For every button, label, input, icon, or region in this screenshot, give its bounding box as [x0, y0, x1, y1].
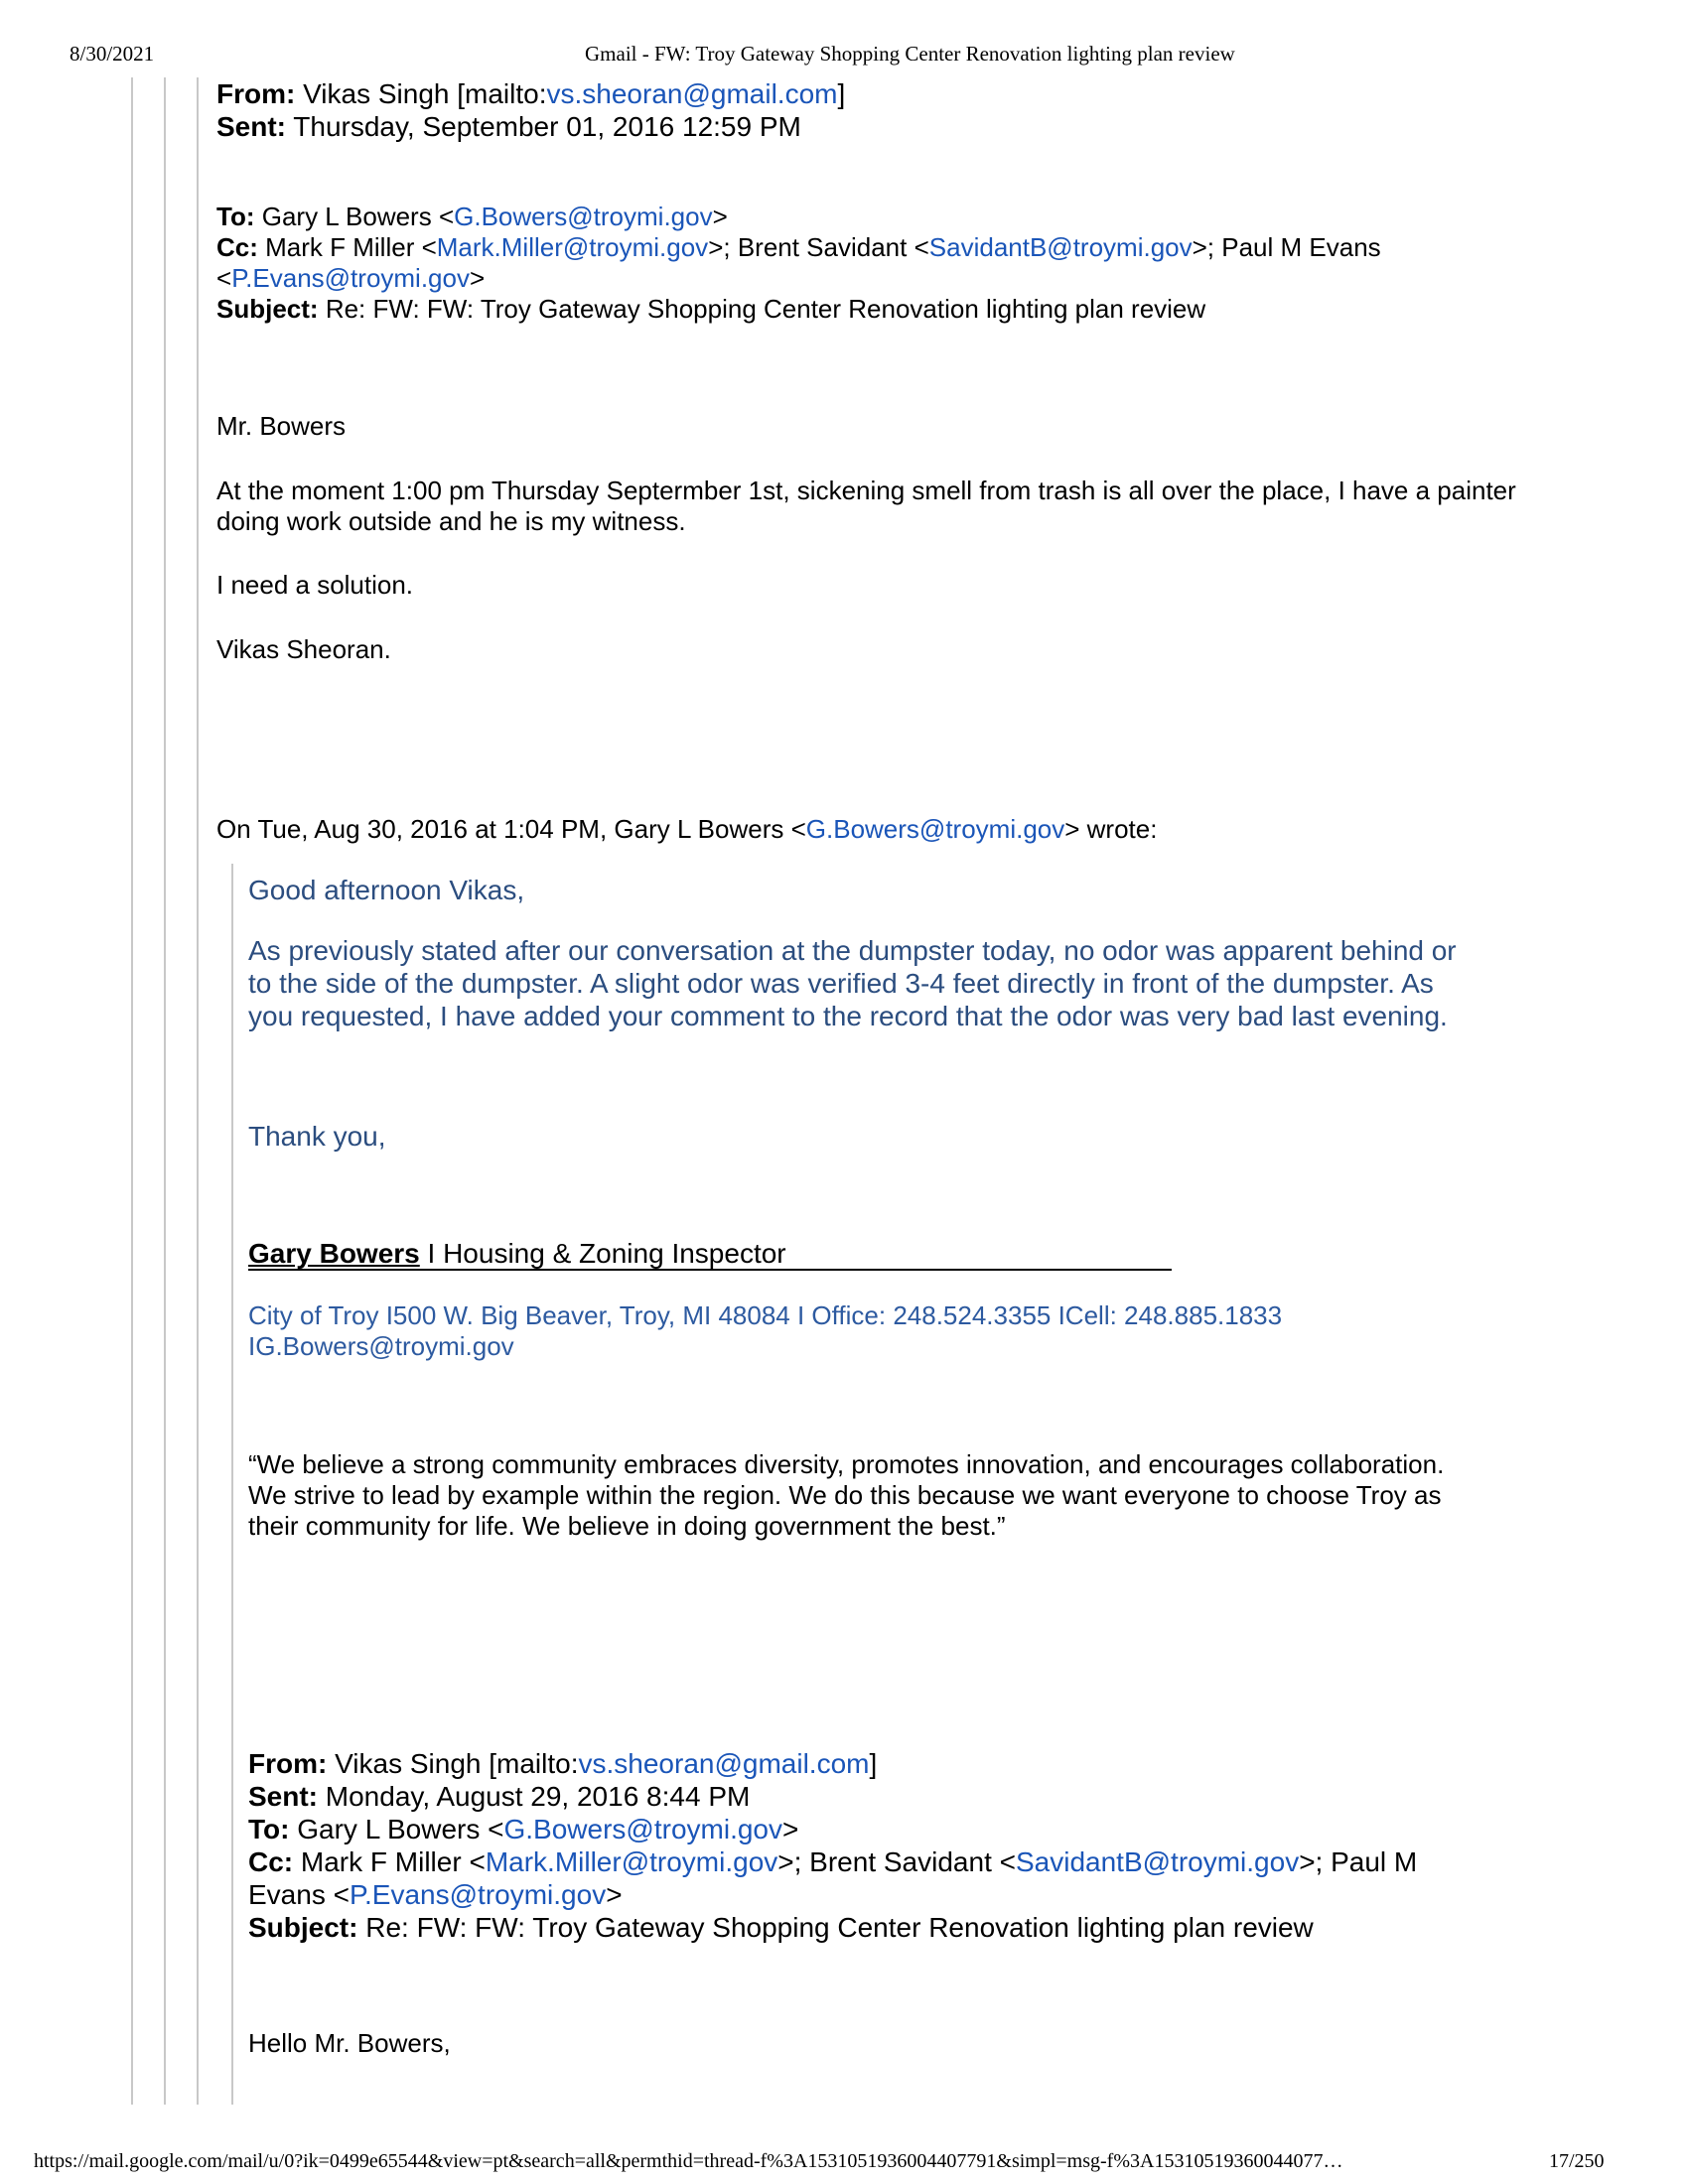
- cc-label: Cc:: [216, 232, 258, 262]
- cc-name-2-4: Evans <: [248, 1879, 350, 1910]
- sent-label: Sent:: [216, 111, 286, 142]
- to-label: To:: [216, 202, 255, 231]
- from-line: [216, 77, 845, 110]
- to-close: >: [712, 202, 728, 231]
- cc-name-2-2: >; Brent Savidant <: [777, 1846, 1016, 1877]
- quote-bar-1: [131, 77, 133, 2105]
- cc-email-1-link[interactable]: Mark.Miller@troymi.gov: [436, 232, 709, 262]
- from-email-link[interactable]: vs.sheoran@gmail.com: [546, 78, 838, 109]
- from-label: From:: [216, 78, 296, 109]
- from-close-2: ]: [869, 1748, 878, 1779]
- from-name-2: Vikas Singh [mailto:: [335, 1748, 579, 1779]
- from-line-2: [248, 1747, 877, 1780]
- cc-line-cont: [216, 263, 485, 294]
- cc-email-2-3-link[interactable]: P.Evans@troymi.gov: [349, 1879, 607, 1910]
- cc-email-2-link[interactable]: SavidantB@troymi.gov: [928, 232, 1193, 262]
- motto-line-1: “We believe a strong community embraces diversity, promotes innovation, and encourages collaboration.: [248, 1449, 1445, 1479]
- cc-name-2-1: Mark F Miller <: [300, 1846, 486, 1877]
- quote-bar-3: [197, 77, 199, 2105]
- quoted-greeting: Good afternoon Vikas,: [248, 875, 525, 905]
- quoted-para-line-2: to the side of the dumpster. A slight odor was verified 3-4 feet directly in front of the dumpster. As: [248, 968, 1434, 999]
- cc-name-3: >; Paul M Evans: [1192, 232, 1381, 262]
- motto-line-2: We strive to lead by example within the region. We do this because we want everyone to choose Troy as: [248, 1480, 1442, 1510]
- to-line: [216, 202, 728, 232]
- cc-name-2: >; Brent Savidant <: [708, 232, 929, 262]
- print-title: Gmail - FW: Troy Gateway Shopping Center Renovation lighting plan review: [585, 42, 1235, 66]
- cc-name-2-3: >; Paul M: [1299, 1846, 1418, 1877]
- quote-intro: [216, 814, 1157, 845]
- to-close-2: >: [782, 1814, 799, 1844]
- sent-value-2: Monday, August 29, 2016 8:44 PM: [325, 1781, 751, 1812]
- signature-title: I Housing & Zoning Inspector: [419, 1238, 786, 1269]
- quoted-para-line-3: you requested, I have added your comment to the record that the odor was very bad last evening.: [248, 1001, 1448, 1031]
- quote-close: > wrote:: [1064, 814, 1158, 844]
- subject-value: Re: FW: FW: Troy Gateway Shopping Center Renovation lighting plan review: [325, 294, 1206, 324]
- sent-value: Thursday, September 01, 2016 12:59 PM: [293, 111, 801, 142]
- cc-label-2: Cc:: [248, 1846, 294, 1877]
- from-email-link-2[interactable]: vs.sheoran@gmail.com: [578, 1748, 870, 1779]
- body-line-1: At the moment 1:00 pm Thursday Septermber 1st, sickening smell from trash is all over the place, I have a painter: [216, 476, 1516, 505]
- quoted-thanks: Thank you,: [248, 1121, 386, 1152]
- quote-bar-2: [164, 77, 166, 2105]
- to-name: Gary L Bowers <: [261, 202, 455, 231]
- cc-email-2-2-link[interactable]: SavidantB@troymi.gov: [1015, 1846, 1300, 1877]
- from-label-2: From:: [248, 1748, 328, 1779]
- to-label-2: To:: [248, 1814, 290, 1844]
- sent-line: [216, 110, 801, 143]
- page-number: 17/250: [1549, 2150, 1605, 2172]
- subject-label: Subject:: [216, 294, 319, 324]
- signoff: Vikas Sheoran.: [216, 634, 391, 664]
- signature-contact-line-2: IG.Bowers@troymi.gov: [248, 1331, 514, 1361]
- quoted-para-line-1: As previously stated after our conversation at the dumpster today, no odor was apparent behind or: [248, 935, 1457, 966]
- sent-line-2: [248, 1780, 750, 1813]
- subject-label-2: Subject:: [248, 1912, 358, 1943]
- quote-intro-text: On Tue, Aug 30, 2016 at 1:04 PM, Gary L Bowers <: [216, 814, 806, 844]
- signature-contact-line-1: City of Troy I500 W. Big Beaver, Troy, MI 48084 I Office: 248.524.3355 ICell: 248.885.1833: [248, 1300, 1283, 1330]
- subject-line: [216, 294, 1205, 325]
- from-close: ]: [837, 78, 846, 109]
- greeting-2: Hello Mr. Bowers,: [248, 2028, 451, 2058]
- to-email-link[interactable]: G.Bowers@troymi.gov: [454, 202, 713, 231]
- to-line-2: [248, 1813, 798, 1845]
- cc-email-3-link[interactable]: P.Evans@troymi.gov: [231, 263, 470, 293]
- greeting: Mr. Bowers: [216, 411, 347, 441]
- quote-bar-4: [231, 864, 233, 2105]
- subject-value-2: Re: FW: FW: Troy Gateway Shopping Center Renovation lighting plan review: [365, 1912, 1314, 1943]
- cc-close: >: [469, 263, 486, 293]
- to-email-link-2[interactable]: G.Bowers@troymi.gov: [503, 1814, 782, 1844]
- cc-name-1: Mark F Miller <: [265, 232, 437, 262]
- cc-email-2-1-link[interactable]: Mark.Miller@troymi.gov: [485, 1846, 778, 1877]
- cc-line: [216, 232, 1381, 263]
- cc-line-2: [248, 1845, 1417, 1878]
- from-name: Vikas Singh [mailto:: [303, 78, 547, 109]
- body-line-3: I need a solution.: [216, 570, 414, 600]
- cc-open-4: <: [216, 263, 232, 293]
- signature-name: Gary Bowers: [248, 1238, 420, 1269]
- to-name-2: Gary L Bowers <: [297, 1814, 504, 1844]
- quote-email-link[interactable]: G.Bowers@troymi.gov: [805, 814, 1065, 844]
- cc-close-2: >: [606, 1879, 623, 1910]
- body-line-2: doing work outside and he is my witness.: [216, 506, 686, 536]
- subject-line-2: [248, 1911, 1314, 1944]
- print-url: https://mail.google.com/mail/u/0?ik=0499e65544&view=pt&search=all&permthid=thread-f%3A1531051936004407791&simpl=msg-f%3A15310519360044077…: [34, 2150, 1343, 2172]
- print-date: 8/30/2021: [70, 42, 155, 66]
- signature-title-line: [248, 1239, 1172, 1271]
- motto-line-3: their community for life. We believe in doing government the best.”: [248, 1511, 1006, 1541]
- cc-line-2-cont: [248, 1878, 623, 1911]
- sent-label-2: Sent:: [248, 1781, 318, 1812]
